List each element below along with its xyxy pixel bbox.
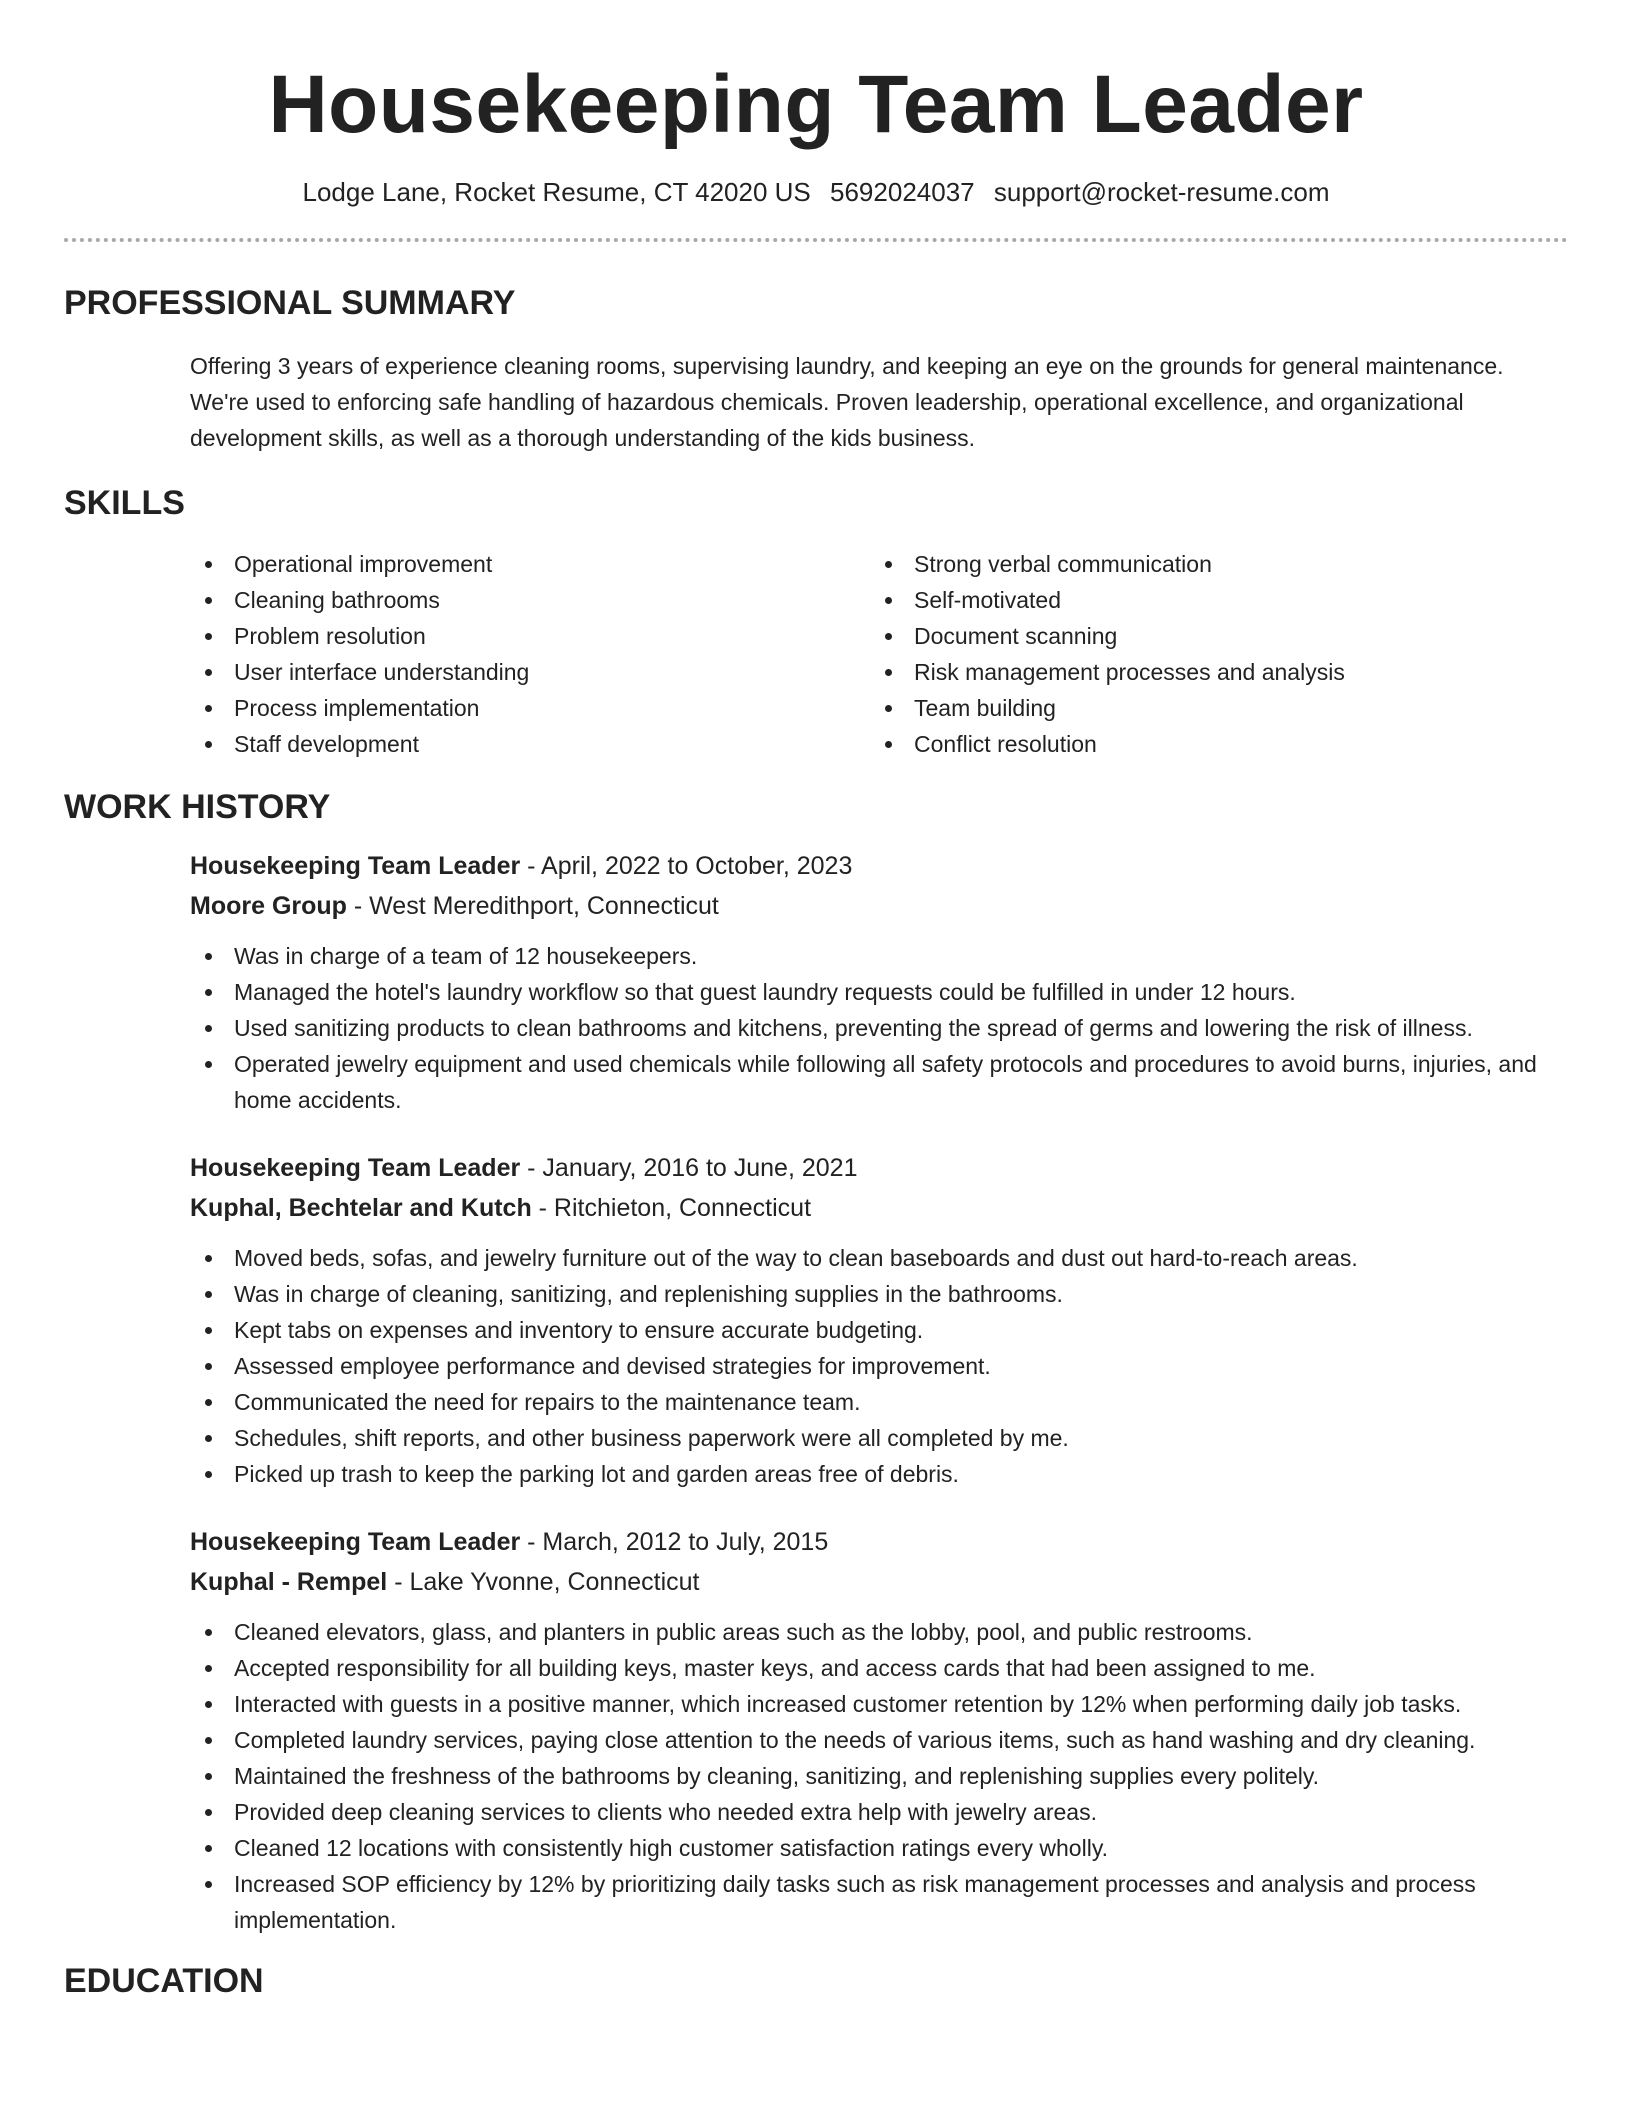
skill-item: Cleaning bathrooms [190, 582, 870, 618]
summary-heading: PROFESSIONAL SUMMARY [64, 284, 516, 322]
job-bullet: Managed the hotel's laundry workflow so that guest laundry requests could be fulfilled in under 12 hours. [190, 974, 1568, 1010]
job-bullet: Interacted with guests in a positive manner, which increased customer retention by 12% when performing daily job tasks. [190, 1686, 1568, 1722]
skills-list [190, 546, 1568, 762]
skills-heading: SKILLS [64, 484, 185, 522]
skill-item: Process implementation [190, 690, 870, 726]
skill-item: Self-motivated [870, 582, 1550, 618]
job-bullet: Communicated the need for repairs to the maintenance team. [190, 1384, 1568, 1420]
summary-text: Offering 3 years of experience cleaning rooms, supervising laundry, and keeping an eye on the grounds for general maintenance. We're used to enforcing safe handling of hazardous chemicals. Proven leadership, operational excellence, and organizational development skills, as well as a thorough understanding of the kids business. [190, 353, 1504, 451]
job-bullet: Was in charge of cleaning, sanitizing, and replenishing supplies in the bathrooms. [190, 1276, 1568, 1312]
job-location: - Lake Yvonne, Connecticut [387, 1568, 700, 1596]
job-bullet: Used sanitizing products to clean bathrooms and kitchens, preventing the spread of germs and lowering the risk of illness. [190, 1010, 1568, 1046]
job-dates: - April, 2022 to October, 2023 [520, 852, 853, 880]
job-company: Moore Group [190, 892, 347, 920]
skill-item: Document scanning [870, 618, 1550, 654]
job-bullet: Increased SOP efficiency by 12% by prioritizing daily tasks such as risk management processes and analysis and process implementation. [190, 1866, 1568, 1938]
skills-column-left [190, 546, 870, 762]
skill-item: Problem resolution [190, 618, 870, 654]
job-dates: - March, 2012 to July, 2015 [520, 1528, 829, 1556]
contact-address: Lodge Lane, Rocket Resume, CT 42020 US [302, 177, 811, 207]
job-role: Housekeeping Team Leader [190, 1528, 521, 1556]
resume-page [64, 0, 1568, 2002]
job-bullet: Assessed employee performance and devised strategies for improvement. [190, 1348, 1568, 1384]
skill-item: Risk management processes and analysis [870, 654, 1550, 690]
job-bullet: Cleaned 12 locations with consistently high customer satisfaction ratings every wholly. [190, 1830, 1568, 1866]
job-location: - Ritchieton, Connecticut [531, 1194, 812, 1222]
job-role: Housekeeping Team Leader [190, 1154, 521, 1182]
job-entry [190, 846, 1568, 1118]
job-bullets [190, 1240, 1568, 1492]
job-company: Kuphal - Rempel [190, 1568, 388, 1596]
education-heading: EDUCATION [64, 1962, 264, 2000]
job-bullet: Moved beds, sofas, and jewelry furniture out of the way to clean baseboards and dust out hard-to-reach areas. [190, 1240, 1568, 1276]
job-company: Kuphal, Bechtelar and Kutch [190, 1194, 532, 1222]
summary-section [190, 348, 1568, 456]
skill-item: Strong verbal communication [870, 546, 1550, 582]
skill-item: Conflict resolution [870, 726, 1550, 762]
skill-item: Team building [870, 690, 1550, 726]
job-title-line [190, 846, 1568, 886]
resume-name: Housekeeping Team Leader [268, 59, 1364, 150]
skill-item: User interface understanding [190, 654, 870, 690]
skill-item: Staff development [190, 726, 870, 762]
header-divider [64, 238, 1568, 242]
job-company-line [190, 1562, 1568, 1602]
job-bullet: Kept tabs on expenses and inventory to ensure accurate budgeting. [190, 1312, 1568, 1348]
job-dates: - January, 2016 to June, 2021 [520, 1154, 858, 1182]
job-entry [190, 1148, 1568, 1492]
job-bullet: Accepted responsibility for all building keys, master keys, and access cards that had been assigned to me. [190, 1650, 1568, 1686]
skills-column-right [870, 546, 1550, 762]
job-title-line [190, 1522, 1568, 1562]
contact-line [64, 176, 1568, 208]
contact-phone: 5692024037 [830, 177, 975, 207]
job-company-line [190, 886, 1568, 926]
contact-email: support@rocket-resume.com [993, 177, 1330, 207]
job-role: Housekeeping Team Leader [190, 852, 521, 880]
job-bullet: Maintained the freshness of the bathrooms by cleaning, sanitizing, and replenishing supplies every politely. [190, 1758, 1568, 1794]
job-entry [190, 1522, 1568, 1938]
skill-item: Operational improvement [190, 546, 870, 582]
job-bullets [190, 938, 1568, 1118]
job-company-line [190, 1188, 1568, 1228]
job-location: - West Meredithport, Connecticut [346, 892, 719, 920]
job-bullet: Was in charge of a team of 12 housekeepers. [190, 938, 1568, 974]
job-bullet: Provided deep cleaning services to clients who needed extra help with jewelry areas. [190, 1794, 1568, 1830]
work-heading: WORK HISTORY [64, 788, 331, 826]
job-bullet: Operated jewelry equipment and used chemicals while following all safety protocols and procedures to avoid burns, injuries, and home accidents. [190, 1046, 1568, 1118]
job-title-line [190, 1148, 1568, 1188]
job-bullet: Completed laundry services, paying close attention to the needs of various items, such as hand washing and dry cleaning. [190, 1722, 1568, 1758]
job-bullet: Schedules, shift reports, and other business paperwork were all completed by me. [190, 1420, 1568, 1456]
job-bullets [190, 1614, 1568, 1938]
job-bullet: Picked up trash to keep the parking lot and garden areas free of debris. [190, 1456, 1568, 1492]
job-bullet: Cleaned elevators, glass, and planters in public areas such as the lobby, pool, and public restrooms. [190, 1614, 1568, 1650]
